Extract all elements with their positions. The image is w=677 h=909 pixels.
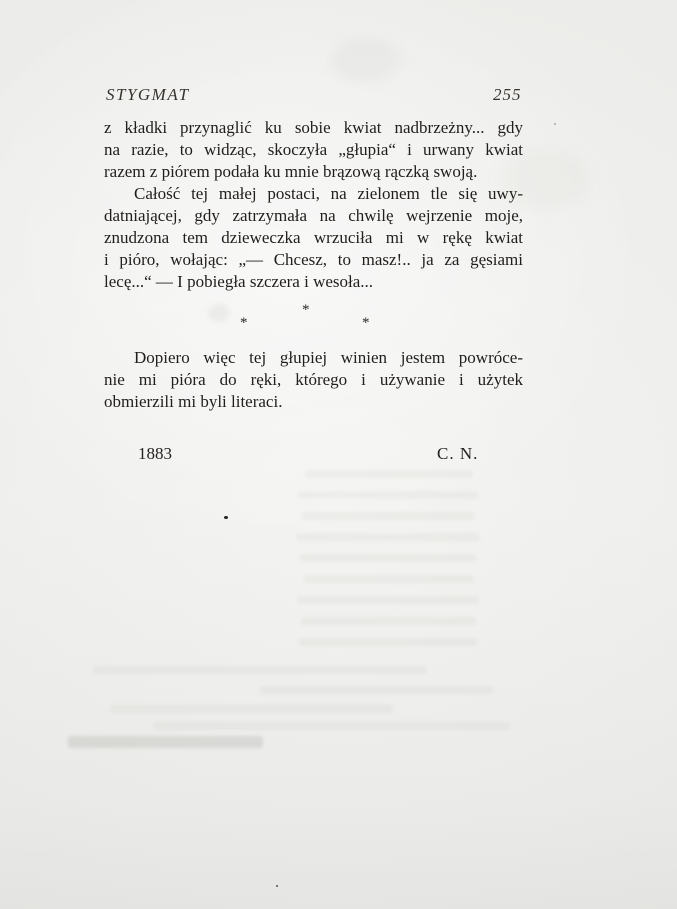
asterisk-icon: * xyxy=(302,302,310,318)
asterisk-icon: * xyxy=(240,315,248,331)
bleedthrough-line xyxy=(298,491,478,499)
bleedthrough-line xyxy=(304,575,474,583)
text-line: razem z piórem podała ku mnie brązową rączką swoją. xyxy=(104,162,478,181)
text-line: i pióro, wołając: „— Chcesz, to masz!.. ja za gęsiami xyxy=(104,250,523,269)
text-line: nie mi pióra do ręki, którego i używanie i użytek xyxy=(104,370,523,389)
bleedthrough-line xyxy=(305,470,473,478)
paragraph-2 xyxy=(104,183,523,293)
bleedthrough-line xyxy=(68,736,263,748)
page-number: 255 xyxy=(493,85,522,104)
ink-speck xyxy=(276,885,278,887)
text-line: Całość tej małej postaci, na zielonem tle się uwy- xyxy=(134,184,523,203)
bleedthrough-line xyxy=(93,666,427,674)
ink-speck xyxy=(554,123,556,125)
paper-smudge xyxy=(500,150,590,210)
bleedthrough-line xyxy=(301,617,476,625)
text-line: z kładki przynaglić ku sobie kwiat nadbrzeżny... gdy xyxy=(104,118,523,137)
paragraph-3 xyxy=(104,347,523,413)
asterisk-icon: * xyxy=(362,315,370,331)
bleedthrough-line xyxy=(300,554,476,562)
text-line: znudzona tem dzieweczka wrzuciła mi w rękę kwiat xyxy=(104,228,523,247)
ink-speck xyxy=(224,516,228,519)
bleedthrough-line xyxy=(110,705,393,713)
running-head-title: STYGMAT xyxy=(106,85,190,104)
text-line: Dopiero więc tej głupiej winien jestem powróce- xyxy=(134,348,523,367)
bleedthrough-line xyxy=(296,533,480,541)
paragraph-1 xyxy=(104,117,523,183)
text-line: obmierzili mi byli literaci. xyxy=(104,392,283,411)
asterisk-divider xyxy=(104,293,523,347)
paper-smudge xyxy=(330,38,400,82)
text-line: datniającej, gdy zatrzymała na chwilę wejrzenie moje, xyxy=(104,206,523,225)
text-line: lecę...“ — I pobiegła szczera i wesoła... xyxy=(104,272,374,291)
year: 1883 xyxy=(138,444,172,463)
bleedthrough-line xyxy=(299,638,477,646)
paper-smudge xyxy=(208,304,230,322)
bleedthrough-line xyxy=(260,686,493,694)
bleedthrough-line xyxy=(302,512,474,520)
text-line: na razie, to widząc, skoczyła „głupia“ i urwany kwiat xyxy=(104,140,523,159)
body-text xyxy=(104,117,523,413)
author-initials: C. N. xyxy=(437,444,479,463)
bleedthrough-line xyxy=(297,596,479,604)
bleedthrough-line xyxy=(153,722,510,730)
